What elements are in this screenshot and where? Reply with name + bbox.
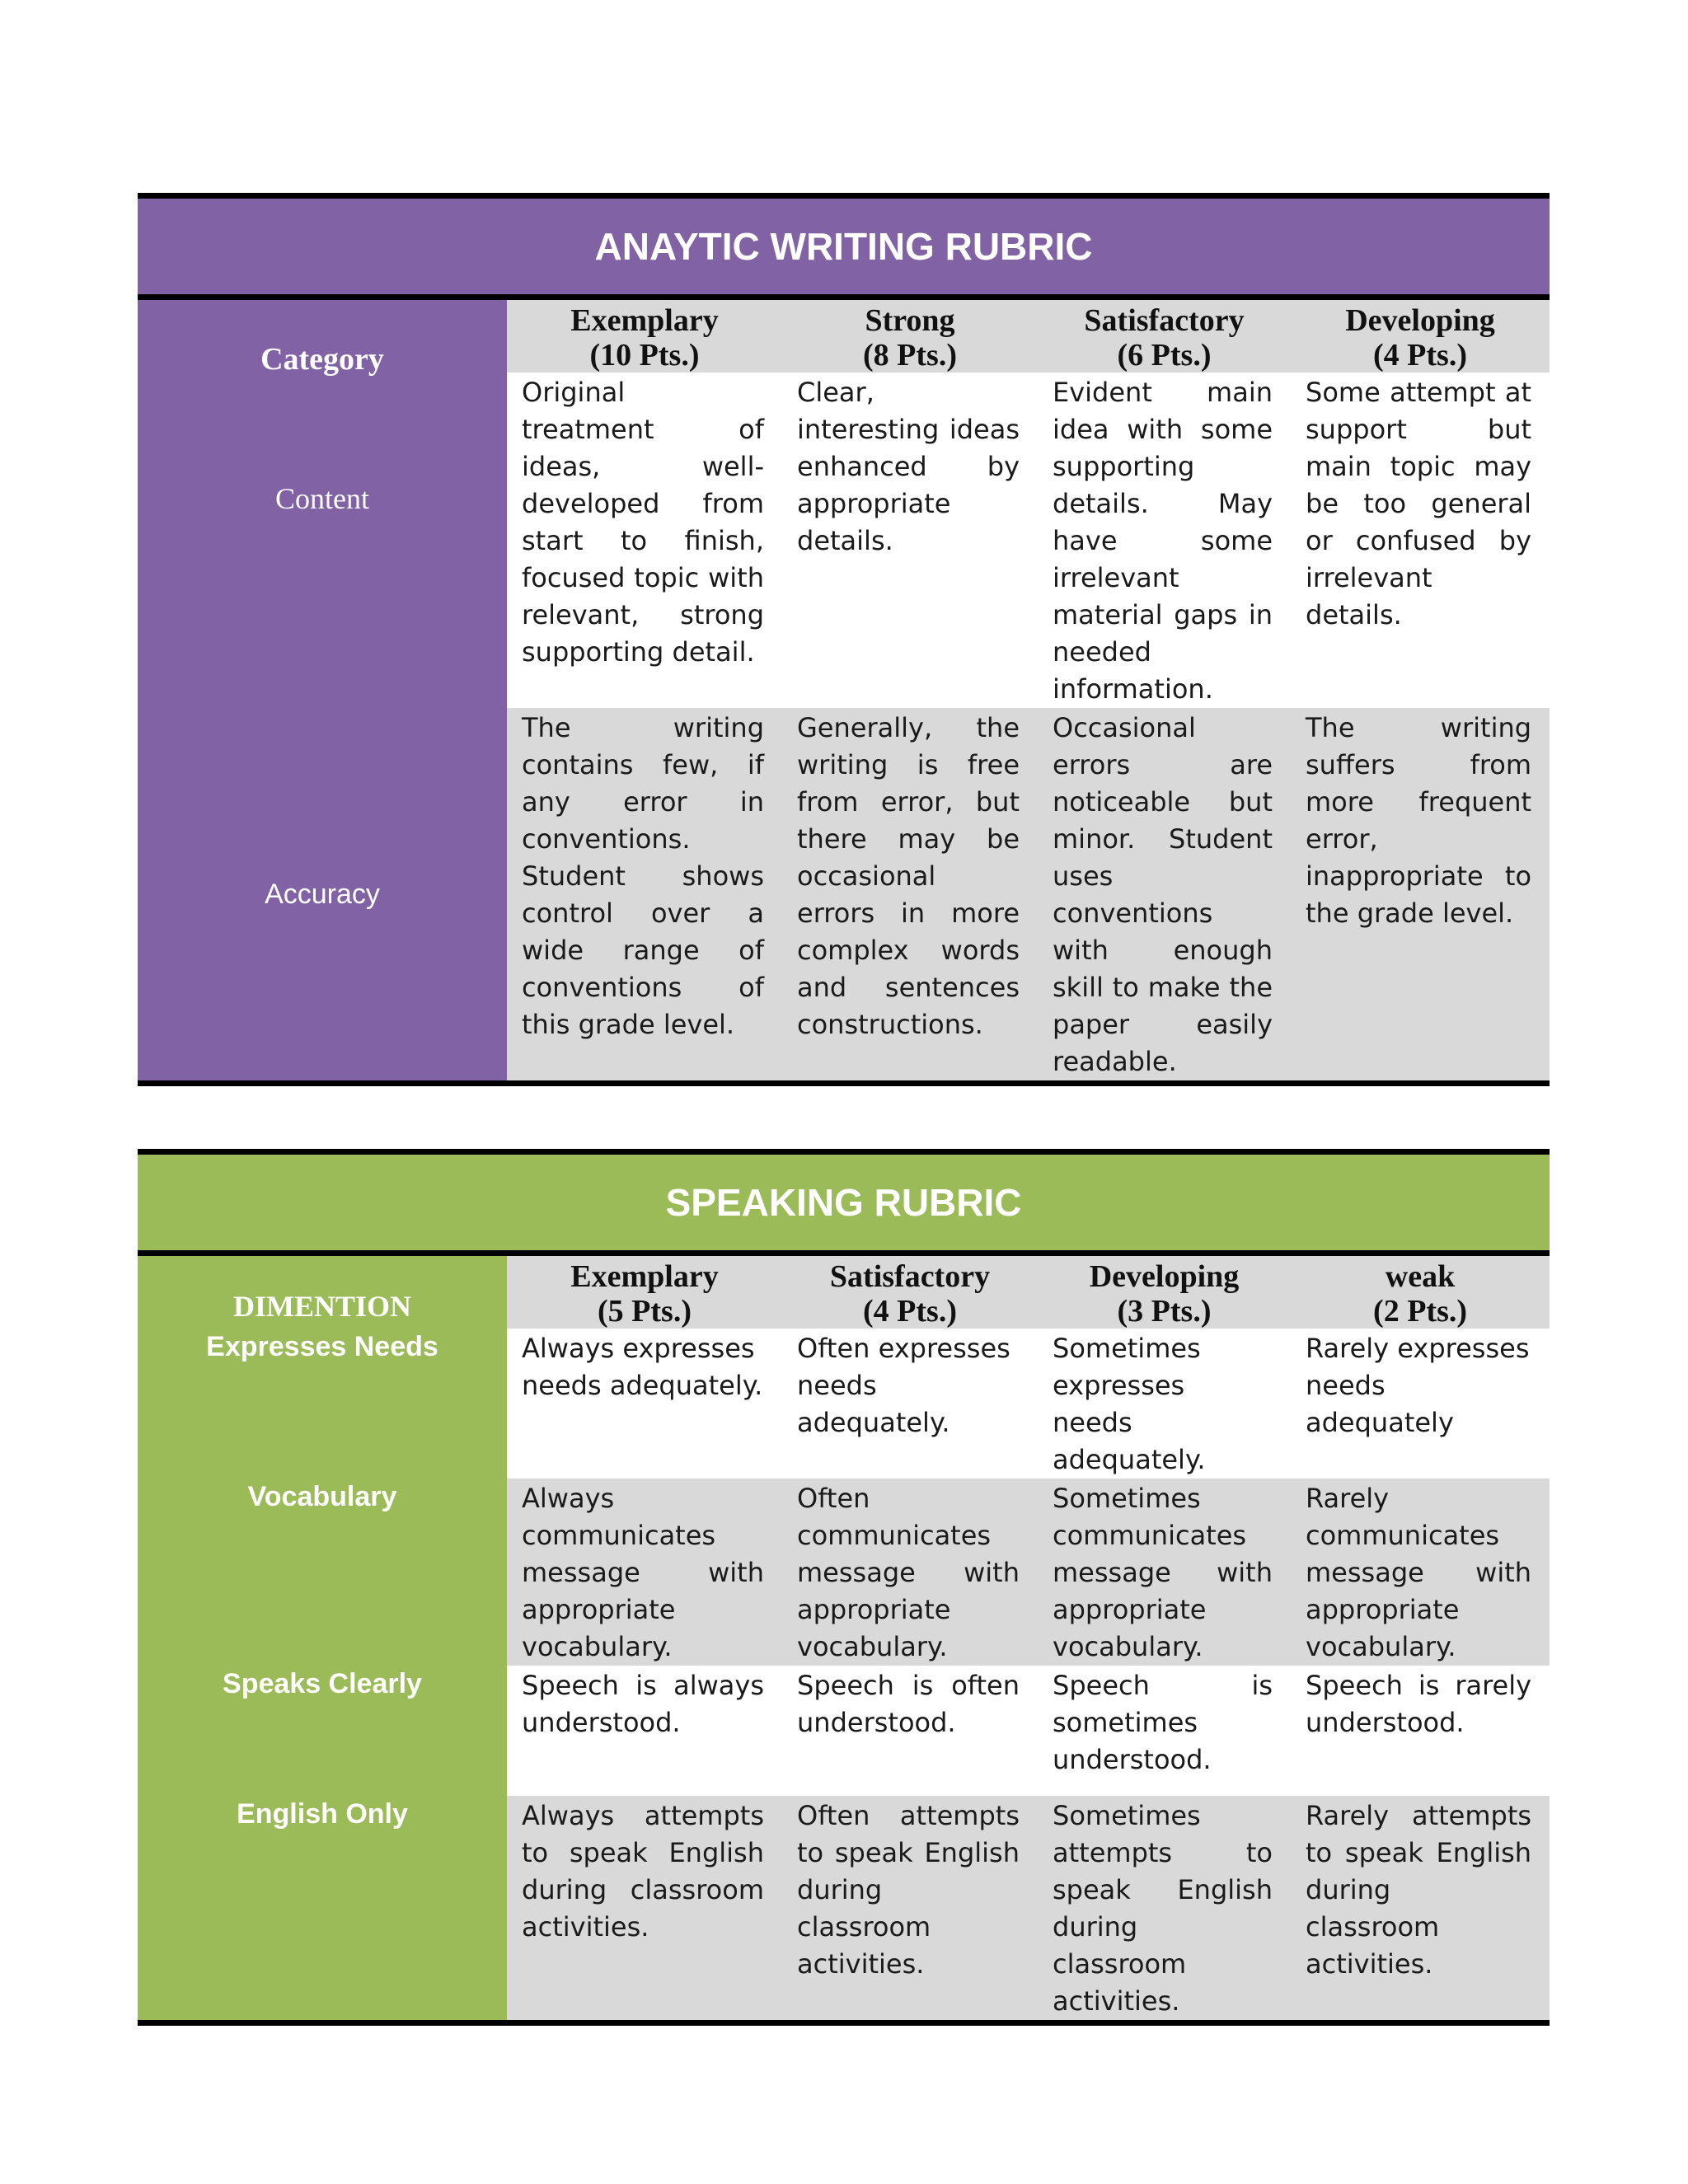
level-name: weak — [1385, 1259, 1456, 1294]
vocabulary-developing-cell: Sometimes communicates message with appropriate vocabulary. — [1038, 1479, 1291, 1666]
needs-weak-cell: Rarely expresses needs adequately — [1291, 1329, 1550, 1479]
speaking-rubric-table — [138, 1149, 1550, 2026]
speaking-row-vocabulary — [138, 1479, 1550, 1666]
english-weak-cell: Rarely attempts to speak English during classroom activities. — [1291, 1796, 1550, 2023]
writing-header-row — [138, 298, 1550, 373]
clearly-exemplary-cell: Speech is always understood. — [507, 1666, 782, 1796]
writing-level-strong — [782, 298, 1038, 373]
level-points: (4 Pts.) — [1373, 338, 1467, 373]
speaking-row-english-only — [138, 1796, 1550, 2023]
writing-level-developing — [1291, 298, 1550, 373]
speaking-row-expresses-needs — [138, 1329, 1550, 1479]
writing-rubric-table — [138, 193, 1550, 1086]
dimension-label: Expresses Needs — [206, 1331, 438, 1362]
level-points: (8 Pts.) — [863, 338, 957, 373]
category-label: Content — [275, 482, 369, 515]
dimension-label: English Only — [237, 1798, 408, 1830]
level-name: Satisfactory — [829, 1259, 991, 1294]
level-name: Satisfactory — [1084, 303, 1245, 338]
speaking-level-weak — [1291, 1254, 1550, 1329]
dimension-header: DIMENTION — [232, 1290, 412, 1323]
level-points: (6 Pts.) — [1117, 338, 1212, 373]
level-points: (5 Pts.) — [598, 1294, 692, 1329]
accuracy-exemplary-cell: The writing contains few, if any error in conventions. Student shows control over a wide range of conventions of this grade level. — [507, 708, 782, 1084]
level-name: Strong — [865, 303, 955, 338]
content-satisfactory-cell: Evident main idea with some supporting details. May have some irrelevant material gaps in needed information. — [1038, 373, 1291, 708]
writing-rubric-title: ANAYTIC WRITING RUBRIC — [138, 196, 1550, 298]
speaking-level-exemplary — [507, 1254, 782, 1329]
category-label: Accuracy — [265, 878, 380, 910]
level-name: Developing — [1089, 1259, 1240, 1294]
dimension-english-only — [138, 1796, 507, 2023]
speaking-title-row — [138, 1152, 1550, 1254]
dimension-vocabulary — [138, 1479, 507, 1666]
writing-row-accuracy — [138, 708, 1550, 1084]
dimension-expresses-needs — [138, 1329, 507, 1479]
needs-exemplary-cell: Always expresses needs adequately. — [507, 1329, 782, 1479]
content-developing-cell: Some attempt at support but main topic may be too general or confused by irrelevant details. — [1291, 373, 1550, 708]
writing-level-exemplary — [507, 298, 782, 373]
level-name: Developing — [1345, 303, 1495, 338]
clearly-developing-cell: Speech is sometimes understood. — [1038, 1666, 1291, 1796]
accuracy-developing-cell: The writing suffers from more frequent error, inappropriate to the grade level. — [1291, 708, 1550, 1084]
dimension-speaks-clearly — [138, 1666, 507, 1796]
content-strong-cell: Clear, interesting ideas enhanced by appropriate details. — [782, 373, 1038, 708]
needs-developing-cell: Sometimes expresses needs adequately. — [1038, 1329, 1291, 1479]
english-developing-cell: Sometimes attempts to speak English during classroom activities. — [1038, 1796, 1291, 2023]
category-header: Category — [138, 298, 507, 709]
dimension-label: Speaks Clearly — [223, 1668, 422, 1699]
needs-satisfactory-cell: Often expresses needs adequately. — [782, 1329, 1038, 1479]
english-exemplary-cell: Always attempts to speak English during classroom activities. — [507, 1796, 782, 2023]
speaking-level-developing — [1038, 1254, 1291, 1329]
accuracy-strong-cell: Generally, the writing is free from error, but there may be occasional errors in more complex words and sentences constructions. — [782, 708, 1038, 1084]
speaking-rubric-title: SPEAKING RUBRIC — [138, 1152, 1550, 1254]
vocabulary-exemplary-cell: Always communicates message with appropriate vocabulary. — [507, 1479, 782, 1666]
clearly-satisfactory-cell: Speech is often understood. — [782, 1666, 1038, 1796]
level-name: Exemplary — [570, 303, 719, 338]
writing-title-row — [138, 196, 1550, 298]
english-satisfactory-cell: Often attempts to speak English during classroom activities. — [782, 1796, 1038, 2023]
level-name: Exemplary — [570, 1259, 719, 1294]
dimension-header-cell — [138, 1254, 507, 1329]
content-exemplary-cell: Original treatment of ideas, well-developed from start to finish, focused topic with relevant, strong supporting detail. — [507, 373, 782, 708]
clearly-weak-cell: Speech is rarely understood. — [1291, 1666, 1550, 1796]
vocabulary-satisfactory-cell: Often communicates message with appropriate vocabulary. — [782, 1479, 1038, 1666]
level-points: (3 Pts.) — [1117, 1294, 1212, 1329]
speaking-level-satisfactory — [782, 1254, 1038, 1329]
level-points: (4 Pts.) — [863, 1294, 957, 1329]
category-accuracy — [138, 708, 507, 1084]
speaking-header-row — [138, 1254, 1550, 1329]
level-points: (2 Pts.) — [1373, 1294, 1468, 1329]
vocabulary-weak-cell: Rarely communicates message with appropriate vocabulary. — [1291, 1479, 1550, 1666]
category-content — [138, 481, 507, 516]
speaking-row-speaks-clearly — [138, 1666, 1550, 1796]
level-points: (10 Pts.) — [589, 338, 700, 373]
writing-level-satisfactory — [1038, 298, 1291, 373]
dimension-label: Vocabulary — [247, 1481, 397, 1512]
accuracy-satisfactory-cell: Occasional errors are noticeable but minor. Student uses conventions with enough skill to make the paper easily readable. — [1038, 708, 1291, 1084]
